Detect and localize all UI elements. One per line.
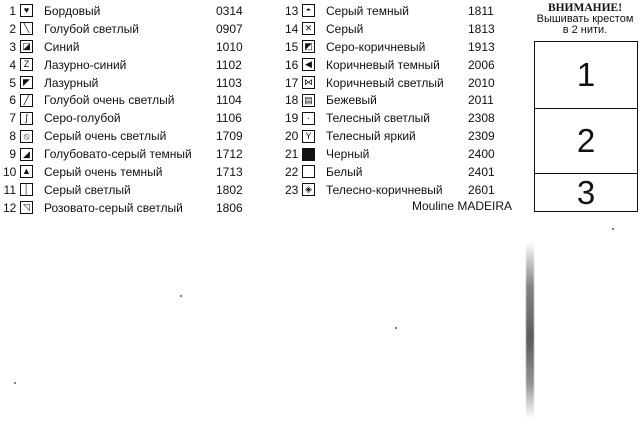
color-name: Голубовато-серый темный <box>44 147 192 162</box>
legend-number: 13 <box>285 3 299 18</box>
scan-speck <box>14 382 16 384</box>
scan-smudge <box>526 242 534 418</box>
legend-number: 18 <box>285 93 299 108</box>
color-code: 0907 <box>216 21 243 36</box>
legend-number: 9 <box>9 147 16 162</box>
legend-row <box>3 181 263 199</box>
legend-row <box>3 127 263 145</box>
legend-right-column <box>285 2 515 199</box>
legend-number: 10 <box>3 164 17 179</box>
arrow-icon: ◹ <box>20 201 33 214</box>
legend-row <box>285 181 515 199</box>
color-code: 1010 <box>216 39 243 54</box>
color-code: 1913 <box>468 39 495 54</box>
thread-cell-2: 2 <box>535 108 637 173</box>
legend-row <box>285 145 515 163</box>
legend-number: 7 <box>9 111 16 126</box>
thread-count-box <box>534 41 638 212</box>
color-name: Голубой очень светлый <box>44 93 175 108</box>
corner-square-icon: ◪ <box>20 40 33 53</box>
legend-number: 12 <box>3 200 17 215</box>
legend-number: 21 <box>285 147 299 162</box>
color-code: 1709 <box>216 129 243 144</box>
legend-row <box>285 56 515 74</box>
legend-number: 4 <box>9 57 16 72</box>
color-code: 1813 <box>468 21 495 36</box>
flag-corner-icon: ◤ <box>20 76 33 89</box>
legend-row <box>3 199 263 217</box>
bowtie-icon: ⋈ <box>304 77 313 87</box>
color-code: 1102 <box>216 57 242 72</box>
x-box-icon: ✕ <box>302 22 315 35</box>
color-code: 2010 <box>468 75 495 90</box>
legend-number: 3 <box>9 39 16 54</box>
legend-number: 2 <box>9 21 16 36</box>
legend-number: 15 <box>285 39 299 54</box>
color-name: Бежевый <box>326 93 377 108</box>
color-code: 2006 <box>468 57 495 72</box>
legend-row <box>285 2 515 20</box>
color-code: 2601 <box>468 182 495 197</box>
color-code: 2400 <box>468 147 495 162</box>
color-code: 2011 <box>468 93 494 108</box>
diamond-arrows-icon: ◈ <box>302 183 315 196</box>
left-triangle-icon: ◀ <box>302 58 315 71</box>
thread-cell-3: 3 <box>535 173 637 211</box>
color-name: Черный <box>326 147 370 162</box>
legend-row <box>3 38 263 56</box>
legend-left-column <box>3 2 263 217</box>
legend-number: 6 <box>9 93 16 108</box>
legend-number: 19 <box>285 111 299 126</box>
legend-number: 14 <box>285 21 299 36</box>
legend-number: 5 <box>9 75 16 90</box>
empty-square-icon <box>302 165 315 178</box>
color-code: 1104 <box>216 93 242 108</box>
legend-row <box>285 20 515 38</box>
legend-number: 20 <box>285 129 299 144</box>
color-code: 1106 <box>216 111 242 126</box>
attention-line-2: в 2 нити. <box>562 24 608 36</box>
thread-cell-1: 1 <box>576 56 596 93</box>
scan-speck <box>180 295 182 297</box>
color-code: 1806 <box>216 200 243 215</box>
legend-number: 1 <box>9 3 16 18</box>
legend-number: 8 <box>9 129 16 144</box>
attention-line-1: Вышивать крестом <box>536 13 634 25</box>
color-code: 2401 <box>468 164 495 179</box>
vertical-bar-icon: │ <box>20 183 33 196</box>
legend-number: 23 <box>285 182 299 197</box>
color-code: 1712 <box>216 147 243 162</box>
attention-note <box>532 3 638 36</box>
color-code: 0314 <box>216 3 243 18</box>
legend-row <box>285 109 515 127</box>
legend-row <box>285 91 515 109</box>
stripes-icon: ▤ <box>302 94 315 107</box>
color-name: Телесный яркий <box>326 129 416 144</box>
scan-speck <box>612 228 614 230</box>
color-name: Серый темный <box>326 3 409 18</box>
color-name: Белый <box>326 164 363 179</box>
legend-row <box>285 163 515 181</box>
color-name: Голубой светлый <box>44 21 139 36</box>
legend-row <box>3 91 263 109</box>
triangle-icon: ▲ <box>20 165 33 178</box>
color-name: Коричневый светлый <box>326 75 444 90</box>
color-name: Телесно-коричневый <box>326 182 443 197</box>
legend-row <box>3 74 263 92</box>
legend-row <box>285 38 515 56</box>
legend-row <box>3 109 263 127</box>
color-name: Розовато-серый светлый <box>44 200 183 215</box>
color-code: 1713 <box>216 164 243 179</box>
color-code: 2309 <box>468 129 495 144</box>
color-name: Коричневый темный <box>326 57 440 72</box>
color-name: Серый <box>326 21 364 36</box>
dot-icon: · <box>302 112 315 125</box>
brand-label: Mouline MADEIRA <box>412 199 513 213</box>
color-name: Лазурный <box>44 75 99 90</box>
color-name: Серо-голубой <box>44 111 121 126</box>
arch-icon: ◓ <box>302 4 315 17</box>
color-code: 1802 <box>216 182 243 197</box>
scan-speck <box>395 327 397 329</box>
color-name: Синий <box>44 39 80 54</box>
attention-title: ВНИМАНИЕ! <box>547 2 623 14</box>
legend-row <box>3 145 263 163</box>
legend-number: 16 <box>285 57 299 72</box>
legend-row <box>3 56 263 74</box>
slash-icon: ╱ <box>20 94 33 107</box>
curl-icon: ʃ <box>20 112 33 125</box>
z-icon: Z <box>20 58 33 71</box>
slash-square-icon: ◩ <box>302 40 315 53</box>
lower-triangle-icon: ◢ <box>20 148 33 161</box>
color-name: Бордовый <box>44 3 101 18</box>
color-name: Серо-коричневый <box>326 39 426 54</box>
crossed-circle-icon: ⦸ <box>20 130 33 143</box>
color-name: Серый светлый <box>44 182 131 197</box>
legend-row <box>285 127 515 145</box>
legend-number: 11 <box>3 182 16 197</box>
legend-number: 17 <box>285 75 299 90</box>
color-code: 2308 <box>468 111 495 126</box>
legend-number: 22 <box>285 164 299 179</box>
color-name: Серый очень темный <box>44 164 163 179</box>
color-name: Серый очень светлый <box>44 129 167 144</box>
diagonal-backslash-icon: ╲ <box>20 22 33 35</box>
legend-row <box>3 2 263 20</box>
legend-row <box>285 74 515 92</box>
heart-icon: ♥ <box>20 4 33 17</box>
color-name: Лазурно-синий <box>44 57 127 72</box>
legend-row <box>3 20 263 38</box>
color-name: Телесный светлый <box>326 111 430 126</box>
y-icon: Y <box>302 130 315 143</box>
color-code: 1811 <box>468 3 494 18</box>
legend-row <box>3 163 263 181</box>
color-code: 1103 <box>216 75 242 90</box>
filled-square-icon <box>302 148 315 161</box>
